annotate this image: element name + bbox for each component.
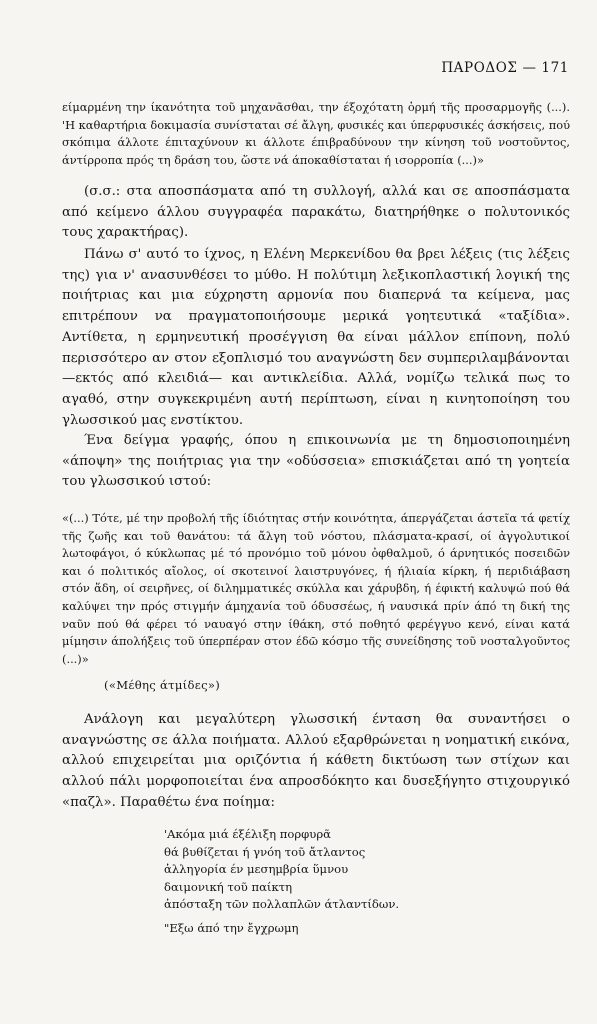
paragraph-2 <box>62 431 570 493</box>
quote-block-2 <box>62 510 570 668</box>
poem-line: 'Ακόμα μιά έξέλιξη πορφυρᾶ <box>164 827 331 841</box>
poem-line: ἀλληγορία έν μεσημβρία ὕμνου <box>164 862 349 877</box>
paragraph-1 <box>62 245 570 431</box>
quote-block-1 <box>62 99 570 169</box>
poem-line: δαιμονική τοῦ παίκτη <box>164 879 293 894</box>
paragraph-2-text: Ένα δείγμα γραφής, όπου η επικοινωνία με τη δημοσιοποιημένη «άποψη» της ποιήτριας για την «οδύσσεια» επισκιάζεται από τη γοητεία του γλωσσικού ιστού: <box>62 433 570 490</box>
running-head: ΠΑΡΟΔΟΣ — 171 <box>441 60 569 76</box>
poem-line: θά βυθίζεται ή γνόη τοῦ ἄτλαντος <box>164 844 366 859</box>
editor-note-text: (σ.σ.: στα αποσπάσματα από τη συλλογή, αλλά και σε αποσπάσματα από κείμενο άλλου συγγραφέα παρακάτω, διατηρήθηκε ο πολυτονικός τους χαρακτήρας). <box>62 184 570 241</box>
quote-text-2: «(...) Τότε, μέ την προβολή τῆς ίδιότητας στήν κοινότητα, άπεργάζεται άστεῖα τά φετίχ τῆς ζωῆς και τοῦ θανάτου: τά ἄλγη τοῦ νόστου, πλάσματα-κρασί, οί ἀγγολυτικοί λωτοφάγοι, ό κύκλωπας μέ τό προνόμιο τοῦ μόνου ὀφθαλμοῦ, ό άρνητικός ποσειδῶν και ό πολιτικός αἴολος, οί σκοτεινοί λαιστρυγόνες, ή ήλιαία κίρκη, ή περιδιάβαση στόν ἅδη, οί σειρῆνες, οί διλημματικές σκύλλα και χάρυβδη, ή έφικτή καλυψώ πού θά καλύψει την πρός στιγμήν άμηχανία τοῦ όδυσσέως, ή ναυσικά πρίν άπό τη δική της ναῦν πού θά φέρει τό ναυαγό στην ίθάκη, στό ποθητό φερέγγυο κενό, είναι κατά μίμησιν άπολήξεις τοῦ ύπερπέραν στον έδῶ κόσμο τῆς συνείδησης τοῦ νοσταλγοῦντος (...)» <box>62 511 570 666</box>
paragraph-1-text: Πάνω σ' αυτό το ίχνος, η Ελένη Μερκενίδου θα βρει λέξεις (τις λέξεις της) για ν' ανασυνθέσει το μύθο. Η πολύτιμη λεξικοπλαστική λογική της ποιήτριας και μια εύχρηστη αρμονία που διαπερνά τα κείμενα, μας επιτρέπουν να πραγματοποιήσουμε μερικά γοητευτικά «ταξίδια». Αντίθετα, η ερμηνευτική προσέγγιση θα είναι μάλλον επίπονη, πολύ περισσότερο αν στον εξοπλισμό του αναγνώστη δεν συμπεριλαμβάνονται —εκτός από κλειδιά— και αντικλείδια. Αλλά, νομίζω τελικά πως το αγαθό, στην συγκεκριμένη αυτή περίπτωση, είναι η κινητοποίηση του γλωσσικού μας ενστίκτου. <box>62 247 570 428</box>
poem-title: "Εξω άπό την ἔγχρωμη <box>164 921 299 935</box>
poem-excerpt <box>164 826 399 914</box>
paragraph-3 <box>62 710 570 814</box>
quote-source: («Μέθης άτμίδες») <box>104 678 221 692</box>
poem-line: ἀπόσταξη τῶν πολλαπλῶν άτλαντίδων. <box>164 897 400 912</box>
quote-text-1: είμαρμένη την ίκανότητα τοῦ μηχανᾶσθαι, την έξοχότατη ὁρμή τῆς προσαρμογῆς (...). 'Η καθαρτήρια δοκιμασία συνίσταται σέ ἄλγη, φυσικές και ύπερφυσικές άσκήσεις, πού σκόπιμα άλλοτε έπιταχύνουν κι άλλοτε έπιβραδύνουν την κίνηση τοῦ νοστοῦντος, άντίρροπα πρός τη δράση του, ὥστε νά άποκαθίσταται ή ισορροπία (...)» <box>62 100 570 167</box>
paragraph-3-text: Ανάλογη και μεγαλύτερη γλωσσική ένταση θα συναντήσει ο αναγνώστης σε άλλα ποιήματα. Αλλού εξαρθρώνεται η νοηματική εικόνα, αλλού επιχειρείται μια οριζόντια ή κάθετη δικτύωση των στίχων και αλλού πάλι μορφοποιείται ένα απροσδόκητο και δυσεξήγητο στιχουργικό «παζλ». Παραθέτω ένα ποίημα: <box>62 712 570 810</box>
editor-note <box>62 182 570 244</box>
